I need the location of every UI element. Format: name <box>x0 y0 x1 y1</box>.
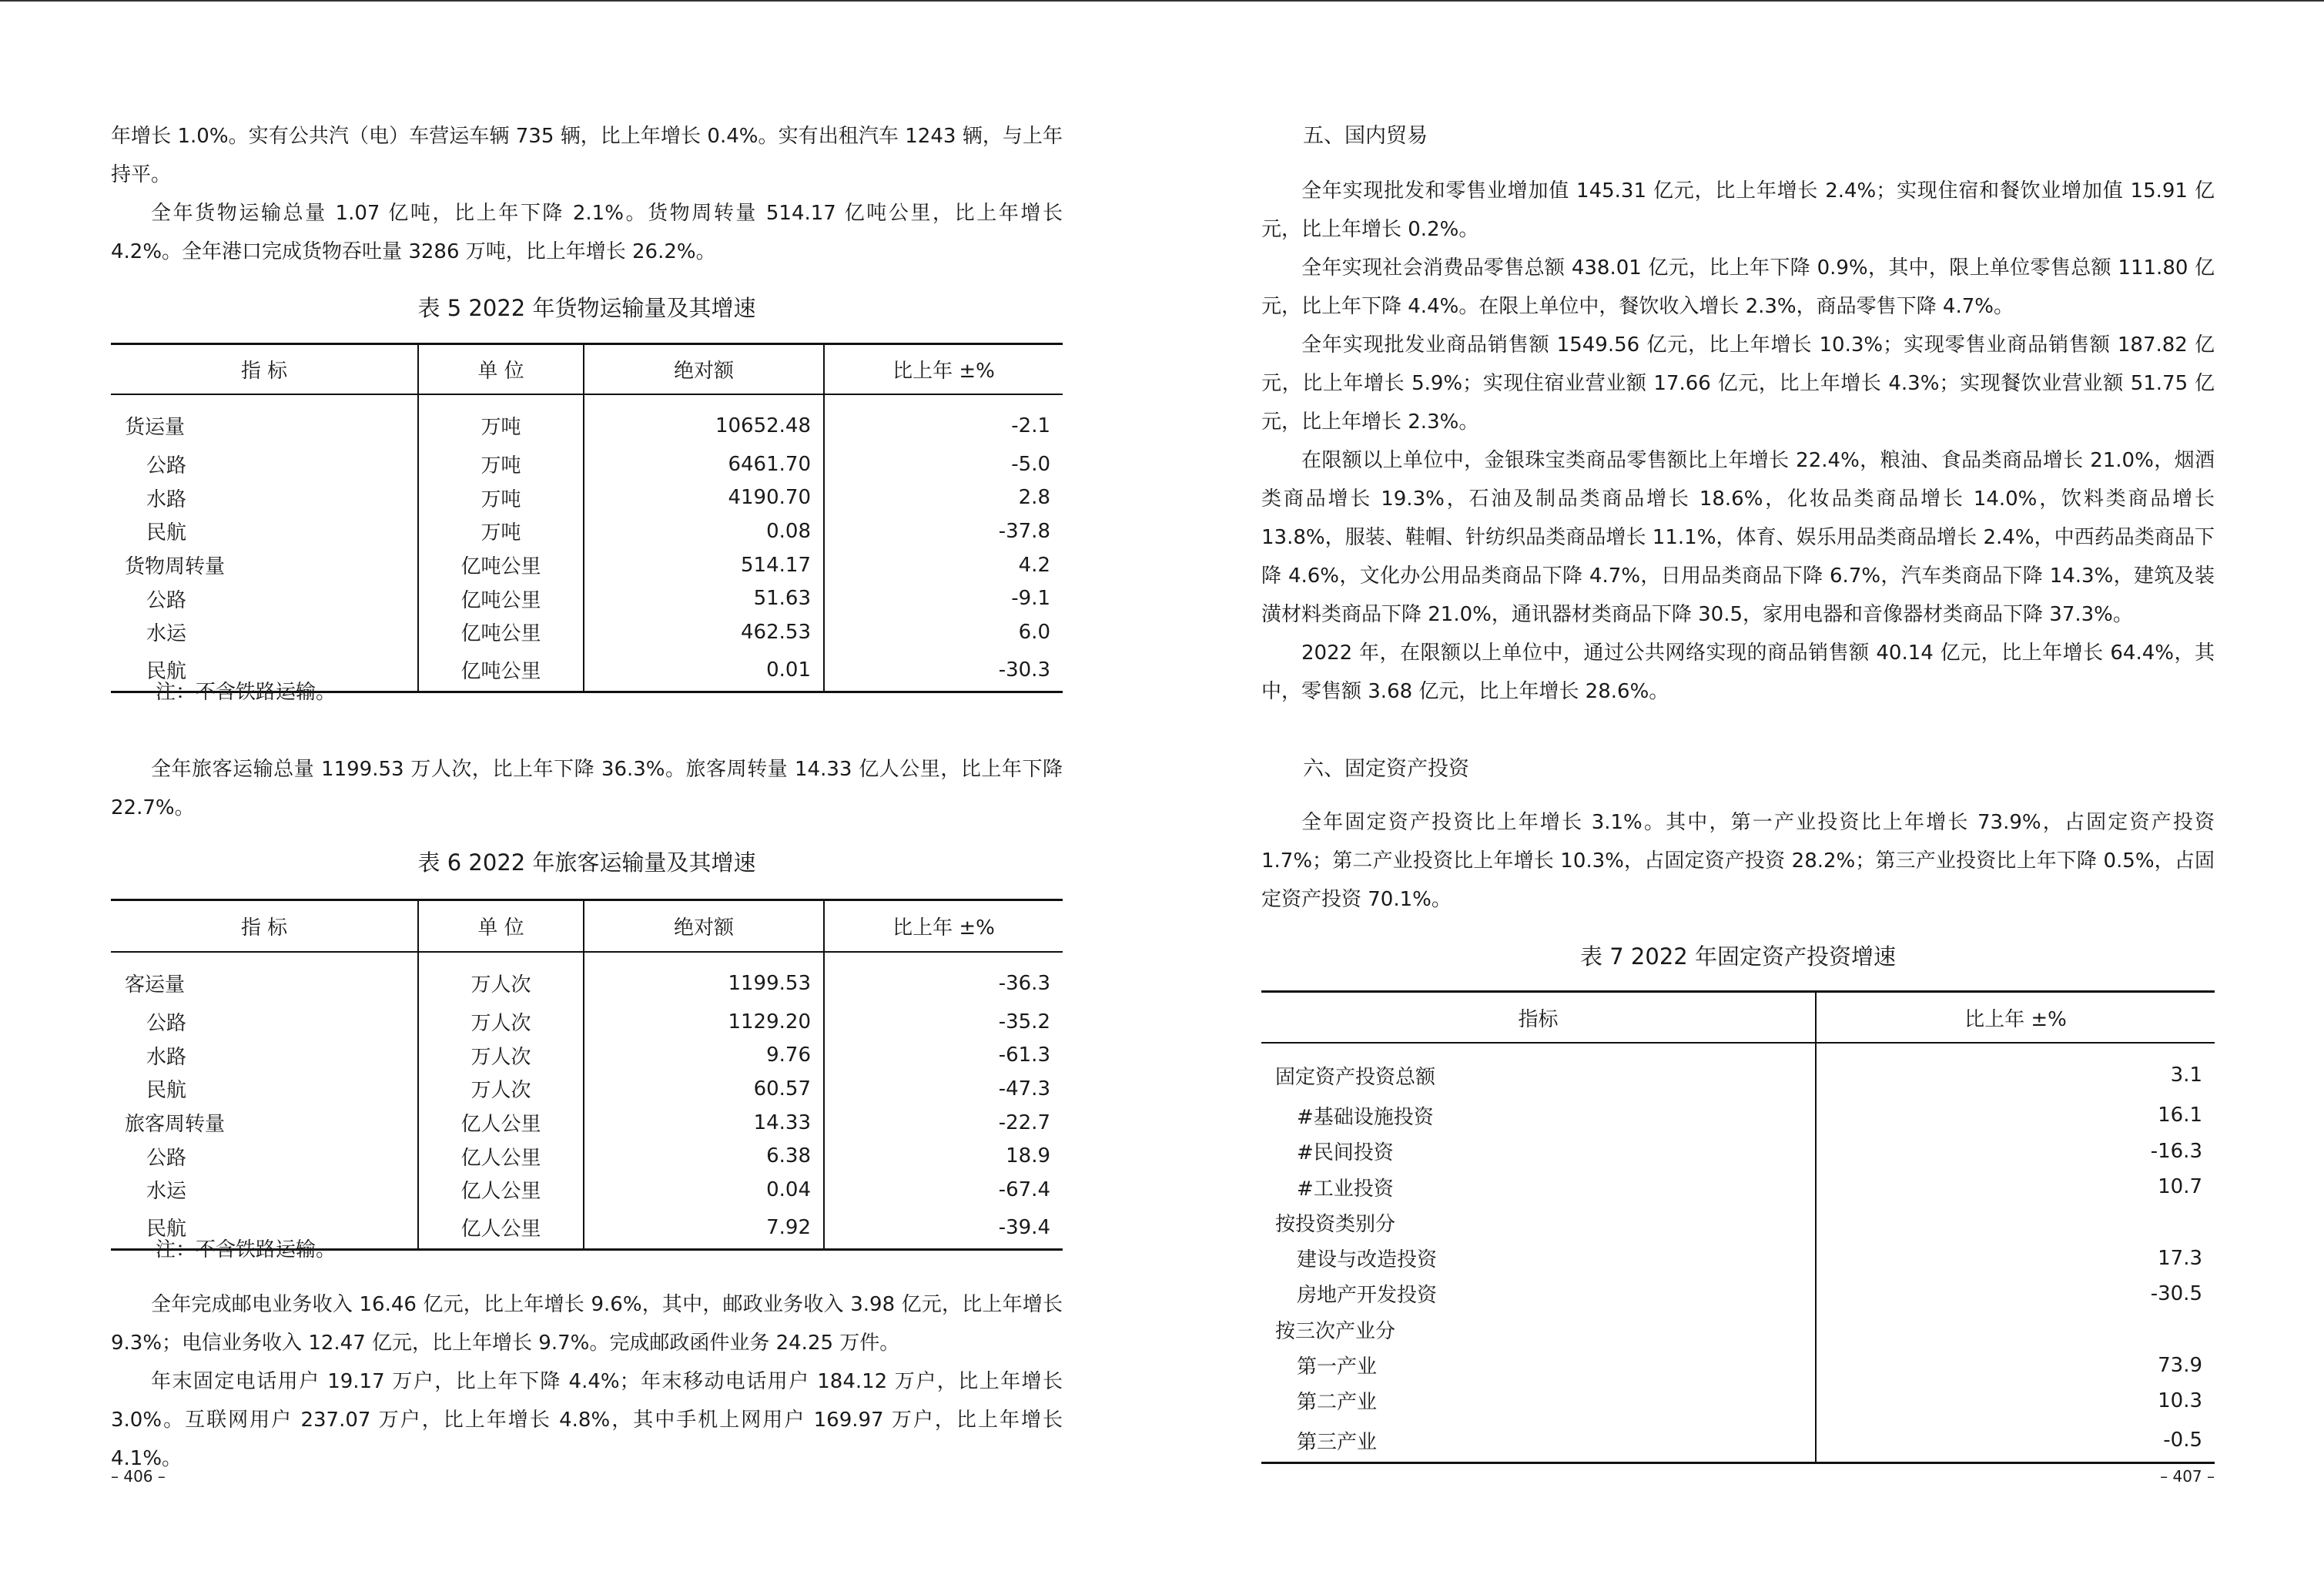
cell-value: 0.01 <box>584 649 824 692</box>
cell-value: 10652.48 <box>584 394 824 447</box>
cell-name: 水运 <box>146 1180 187 1204</box>
cell-name: 公路 <box>146 1012 187 1036</box>
cell-value: 14.33 <box>584 1106 824 1140</box>
paragraph: 全年固定资产投资比上年增长 3.1%。其中，第一产业投资比上年增长 73.9%，占固定资产投资 1.7%；第二产业投资比上年增长 10.3%，占固定资产投资 28.2%；第三产业投资比上年下降 0.5%，占固定资产投资 70.1%。 <box>1261 811 2215 911</box>
cell-change: 10.3 <box>1816 1383 2215 1419</box>
table6-note: 注：不含铁路运输。 <box>156 1238 337 1261</box>
cell-change <box>1816 1312 2215 1347</box>
cell-unit: 亿人公里 <box>418 1207 584 1249</box>
cell-value: 0.08 <box>584 514 824 548</box>
table-row <box>111 1005 1063 1039</box>
cell-name: 民航 <box>111 1207 418 1249</box>
cell-unit: 万吨 <box>418 481 584 514</box>
cell-value: 60.57 <box>584 1072 824 1106</box>
table5-caption: 表 5 2022 年货物运输量及其增速 <box>417 295 756 321</box>
table-row <box>1261 1347 2215 1382</box>
cell-value: 514.17 <box>584 548 824 582</box>
table-row <box>1261 1312 2215 1347</box>
cell-name: 公路 <box>146 1146 187 1170</box>
cell-name: 建设与改造投资 <box>1297 1248 1438 1272</box>
cell-change: -0.5 <box>1816 1419 2215 1463</box>
cell-unit: 万吨 <box>418 394 584 447</box>
paragraph: 年末固定电话用户 19.17 万户，比上年下降 4.4%；年末移动电话用户 184.12 万户，比上年增长 3.0%。互联网用户 237.07 万户，比上年增长 4.8%，其中手机上网用户 169.97 万户，比上年增长 4.1%。 <box>111 1370 1063 1470</box>
table-row <box>111 1106 1063 1140</box>
cell-name: 客运量 <box>125 973 186 997</box>
cell-unit: 万吨 <box>418 447 584 481</box>
cell-unit: 亿人公里 <box>418 1173 584 1207</box>
table-row <box>1261 1383 2215 1419</box>
cell-value: 51.63 <box>584 581 824 615</box>
section-heading: 六、固定资产投资 <box>1303 757 1469 781</box>
cell-value: 4190.70 <box>584 481 824 514</box>
table-row <box>111 1139 1063 1173</box>
cell-change <box>1816 1204 2215 1240</box>
table7-caption: 表 7 2022 年固定资产投资增速 <box>1580 943 1896 970</box>
cell-name: #基础设施投资 <box>1297 1105 1434 1129</box>
cell-change: -30.3 <box>824 649 1063 692</box>
table-row <box>1261 1043 2215 1097</box>
cell-change: 2.8 <box>824 481 1063 514</box>
column-header: 绝对额 <box>584 344 824 395</box>
cell-change: 17.3 <box>1816 1240 2215 1275</box>
table-header-row <box>111 900 1063 953</box>
cell-unit: 亿人公里 <box>418 1139 584 1173</box>
cell-change: 18.9 <box>824 1139 1063 1173</box>
table-header-row <box>1261 992 2215 1044</box>
cell-change: -47.3 <box>824 1072 1063 1106</box>
table-row <box>111 1173 1063 1207</box>
cell-change: -35.2 <box>824 1005 1063 1039</box>
cell-name: 固定资产投资总额 <box>1275 1065 1436 1089</box>
cell-name: 货运量 <box>125 416 186 440</box>
cell-name: 水路 <box>146 487 187 511</box>
table-row <box>111 548 1063 582</box>
cell-change: -2.1 <box>824 394 1063 447</box>
table-row <box>1261 1134 2215 1169</box>
cell-unit: 亿吨公里 <box>418 649 584 692</box>
cell-change: -37.8 <box>824 514 1063 548</box>
cell-unit: 亿吨公里 <box>418 548 584 582</box>
page-number: – 406 – <box>111 1467 166 1486</box>
cell-change: -67.4 <box>824 1173 1063 1207</box>
top-border <box>0 0 2324 2</box>
table-row <box>1261 1240 2215 1275</box>
cell-name: 第一产业 <box>1297 1355 1378 1379</box>
cell-change: 3.1 <box>1816 1043 2215 1097</box>
table-row <box>111 615 1063 649</box>
cell-value: 0.04 <box>584 1173 824 1207</box>
page-number: – 407 – <box>2160 1467 2215 1486</box>
cell-change: 16.1 <box>1816 1097 2215 1133</box>
cell-name: #民间投资 <box>1297 1141 1394 1165</box>
table-row <box>111 481 1063 514</box>
cell-name: 民航 <box>146 1079 187 1103</box>
cell-change: -36.3 <box>824 952 1063 1005</box>
cell-value: 9.76 <box>584 1038 824 1072</box>
paragraph: 全年实现社会消费品零售总额 438.01 亿元，比上年下降 0.9%，其中，限上单位零售总额 111.80 亿元，比上年下降 4.4%。在限上单位中，餐饮收入增长 2.3%，商品零售下降 4.7%。 <box>1261 256 2215 318</box>
paragraph: 全年实现批发业商品销售额 1549.56 亿元，比上年增长 10.3%；实现零售业商品销售额 187.82 亿元，比上年增长 5.9%；实现住宿业营业额 17.66 亿元，比上年增长 4.3%；实现餐饮业营业额 51.75 亿元，比上年增长 2.3%。 <box>1261 333 2215 434</box>
table-row <box>111 1072 1063 1106</box>
table-row <box>111 1038 1063 1072</box>
cell-change: -61.3 <box>824 1038 1063 1072</box>
table-row <box>111 952 1063 1005</box>
cell-name: 公路 <box>146 454 187 478</box>
cell-name: 第三产业 <box>1261 1419 1816 1463</box>
table-row <box>111 581 1063 615</box>
table-row <box>1261 1169 2215 1204</box>
cell-unit: 万人次 <box>418 1005 584 1039</box>
cell-name: 公路 <box>146 588 187 612</box>
cell-change: 10.7 <box>1816 1169 2215 1204</box>
cell-value: 7.92 <box>584 1207 824 1249</box>
paragraph: 在限额以上单位中，金银珠宝类商品零售额比上年增长 22.4%，粮油、食品类商品增长 21.0%，烟酒类商品增长 19.3%，石油及制品类商品增长 18.6%，化妆品类商品增长 14.0%，饮料类商品增长 13.8%，服装、鞋帽、针纺织品类商品增长 11.1%，体育、娱乐用品类商品增长 2.4%，中西药品类商品下降 4.6%，文化办公用品类商品下降 4.7%，日用品类商品下降 6.7%，汽车类商品下降 14.3%，建筑及装潢材料类商品下降 21.0%，通讯器材类商品下降 30.5，家用电器和音像器材类商品下降 37.3%。 <box>1261 449 2215 626</box>
table-row <box>111 514 1063 548</box>
column-header: 绝对额 <box>584 900 824 953</box>
cell-change: -30.5 <box>1816 1276 2215 1312</box>
cell-change: -16.3 <box>1816 1134 2215 1169</box>
paragraph: 全年旅客运输总量 1199.53 万人次，比上年下降 36.3%。旅客周转量 14.33 亿人公里，比上年下降 22.7%。 <box>111 758 1063 819</box>
table6-caption: 表 6 2022 年旅客运输量及其增速 <box>417 849 756 876</box>
cell-name: 第二产业 <box>1297 1391 1378 1415</box>
cell-name: 按三次产业分 <box>1275 1319 1396 1343</box>
table-row <box>1261 1204 2215 1240</box>
table-header-row <box>111 344 1063 395</box>
cell-value: 1129.20 <box>584 1005 824 1039</box>
cell-change: -5.0 <box>824 447 1063 481</box>
cell-name: 民航 <box>146 521 187 545</box>
table7 <box>1261 990 2215 1464</box>
table-row <box>111 394 1063 447</box>
cell-unit: 万人次 <box>418 952 584 1005</box>
table5 <box>111 343 1063 693</box>
table-row <box>1261 1097 2215 1133</box>
cell-name: 货物周转量 <box>125 555 226 579</box>
paragraph: 年增长 1.0%。实有公共汽（电）车营运车辆 735 辆，比上年增长 0.4%。实有出租汽车 1243 辆，与上年持平。 <box>111 125 1063 186</box>
table5-note: 注：不含铁路运输。 <box>156 681 337 704</box>
cell-name: 房地产开发投资 <box>1297 1284 1438 1308</box>
paragraph: 2022 年，在限额以上单位中，通过公共网络实现的商品销售额 40.14 亿元，比上年增长 64.4%，其中，零售额 3.68 亿元，比上年增长 28.6%。 <box>1261 642 2215 703</box>
cell-value: 1199.53 <box>584 952 824 1005</box>
column-header: 指标 <box>1261 992 1816 1044</box>
cell-change: -39.4 <box>824 1207 1063 1249</box>
cell-value: 462.53 <box>584 615 824 649</box>
table-row <box>1261 1276 2215 1312</box>
cell-change: -22.7 <box>824 1106 1063 1140</box>
column-header: 单 位 <box>418 900 584 953</box>
cell-value: 6.38 <box>584 1139 824 1173</box>
cell-change: 6.0 <box>824 615 1063 649</box>
column-header: 指 标 <box>111 900 418 953</box>
cell-unit: 亿吨公里 <box>418 581 584 615</box>
cell-unit: 万人次 <box>418 1038 584 1072</box>
cell-value: 6461.70 <box>584 447 824 481</box>
cell-unit: 万人次 <box>418 1072 584 1106</box>
column-header: 比上年 ±% <box>1816 992 2215 1044</box>
paragraph: 全年实现批发和零售业增加值 145.31 亿元，比上年增长 2.4%；实现住宿和餐饮业增加值 15.91 亿元，比上年增长 0.2%。 <box>1261 179 2215 241</box>
cell-change: 4.2 <box>824 548 1063 582</box>
table6 <box>111 899 1063 1251</box>
cell-unit: 万吨 <box>418 514 584 548</box>
cell-unit: 亿吨公里 <box>418 615 584 649</box>
cell-change: 73.9 <box>1816 1347 2215 1382</box>
paragraph: 全年完成邮电业务收入 16.46 亿元，比上年增长 9.6%，其中，邮政业务收入 3.98 亿元，比上年增长 9.3%；电信业务收入 12.47 亿元，比上年增长 9.7%。完成邮政函件业务 24.25 万件。 <box>111 1293 1063 1355</box>
cell-name: 按投资类别分 <box>1275 1212 1396 1236</box>
column-header: 单 位 <box>418 344 584 395</box>
cell-unit: 亿人公里 <box>418 1106 584 1140</box>
cell-name: 民航 <box>111 649 418 692</box>
column-header: 比上年 ±% <box>824 900 1063 953</box>
column-header: 比上年 ±% <box>824 344 1063 395</box>
table-row <box>1261 1419 2215 1463</box>
cell-change: -9.1 <box>824 581 1063 615</box>
cell-name: 水运 <box>146 622 187 646</box>
cell-name: #工业投资 <box>1297 1177 1394 1201</box>
table-row <box>111 447 1063 481</box>
section-heading: 五、国内贸易 <box>1303 124 1428 148</box>
column-header: 指 标 <box>111 344 418 395</box>
paragraph: 全年货物运输总量 1.07 亿吨，比上年下降 2.1%。货物周转量 514.17 亿吨公里，比上年增长 4.2%。全年港口完成货物吞吐量 3286 万吨，比上年增长 26.2%。 <box>111 202 1063 263</box>
cell-name: 水路 <box>146 1045 187 1069</box>
cell-name: 旅客周转量 <box>125 1113 226 1137</box>
